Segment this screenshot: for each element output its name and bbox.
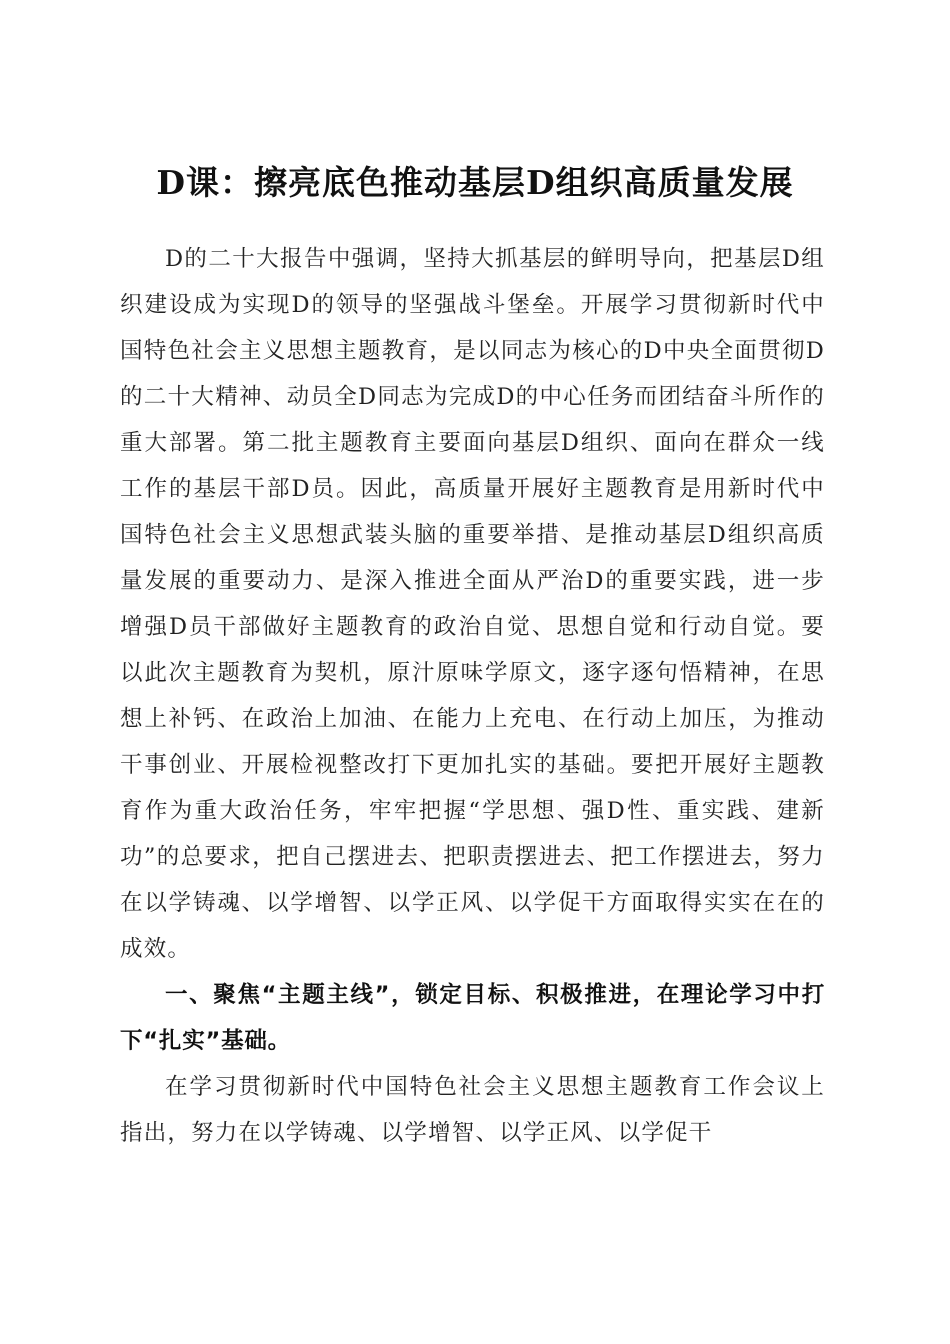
- document-body: [120, 236, 825, 1156]
- intro-paragraph: D的二十大报告中强调，坚持大抓基层的鲜明导向，把基层D组织建设成为实现D的领导的坚强战斗堡垒。开展学习贯彻新时代中国特色社会主义思想主题教育，是以同志为核心的D中央全面贯彻D的二十大精神、动员全D同志为完成D的中心任务而团结奋斗所作的重大部署。第二批主题教育主要面向基层D组织、面向在群众一线工作的基层干部D员。因此，高质量开展好主题教育是用新时代中国特色社会主义思想武装头脑的重要举措、是推动基层D组织高质量发展的重要动力、是深入推进全面从严治D的重要实践，进一步增强D员干部做好主题教育的政治自觉、思想自觉和行动自觉。要以此次主题教育为契机，原汁原味学原文，逐字逐句悟精神，在思想上补钙、在政治上加油、在能力上充电、在行动上加压，为推动干事创业、开展检视整改打下更加扎实的基础。要把开展好主题教育作为重大政治任务，牢牢把握“学思想、强D性、重实践、建新功”的总要求，把自己摆进去、把职责摆进去、把工作摆进去，努力在以学铸魂、以学增智、以学正风、以学促干方面取得实实在在的成效。: [120, 246, 825, 962]
- document-title: D课：擦亮底色推动基层D组织高质量发展: [156, 163, 794, 203]
- section-paragraph: 在学习贯彻新时代中国特色社会主义思想主题教育工作会议上指出，努力在以学铸魂、以学增智、以学正风、以学促干: [120, 1074, 825, 1146]
- section-heading: 一、聚焦“主题主线”，锁定目标、积极推进，在理论学习中打下“扎实”基础。: [120, 982, 825, 1054]
